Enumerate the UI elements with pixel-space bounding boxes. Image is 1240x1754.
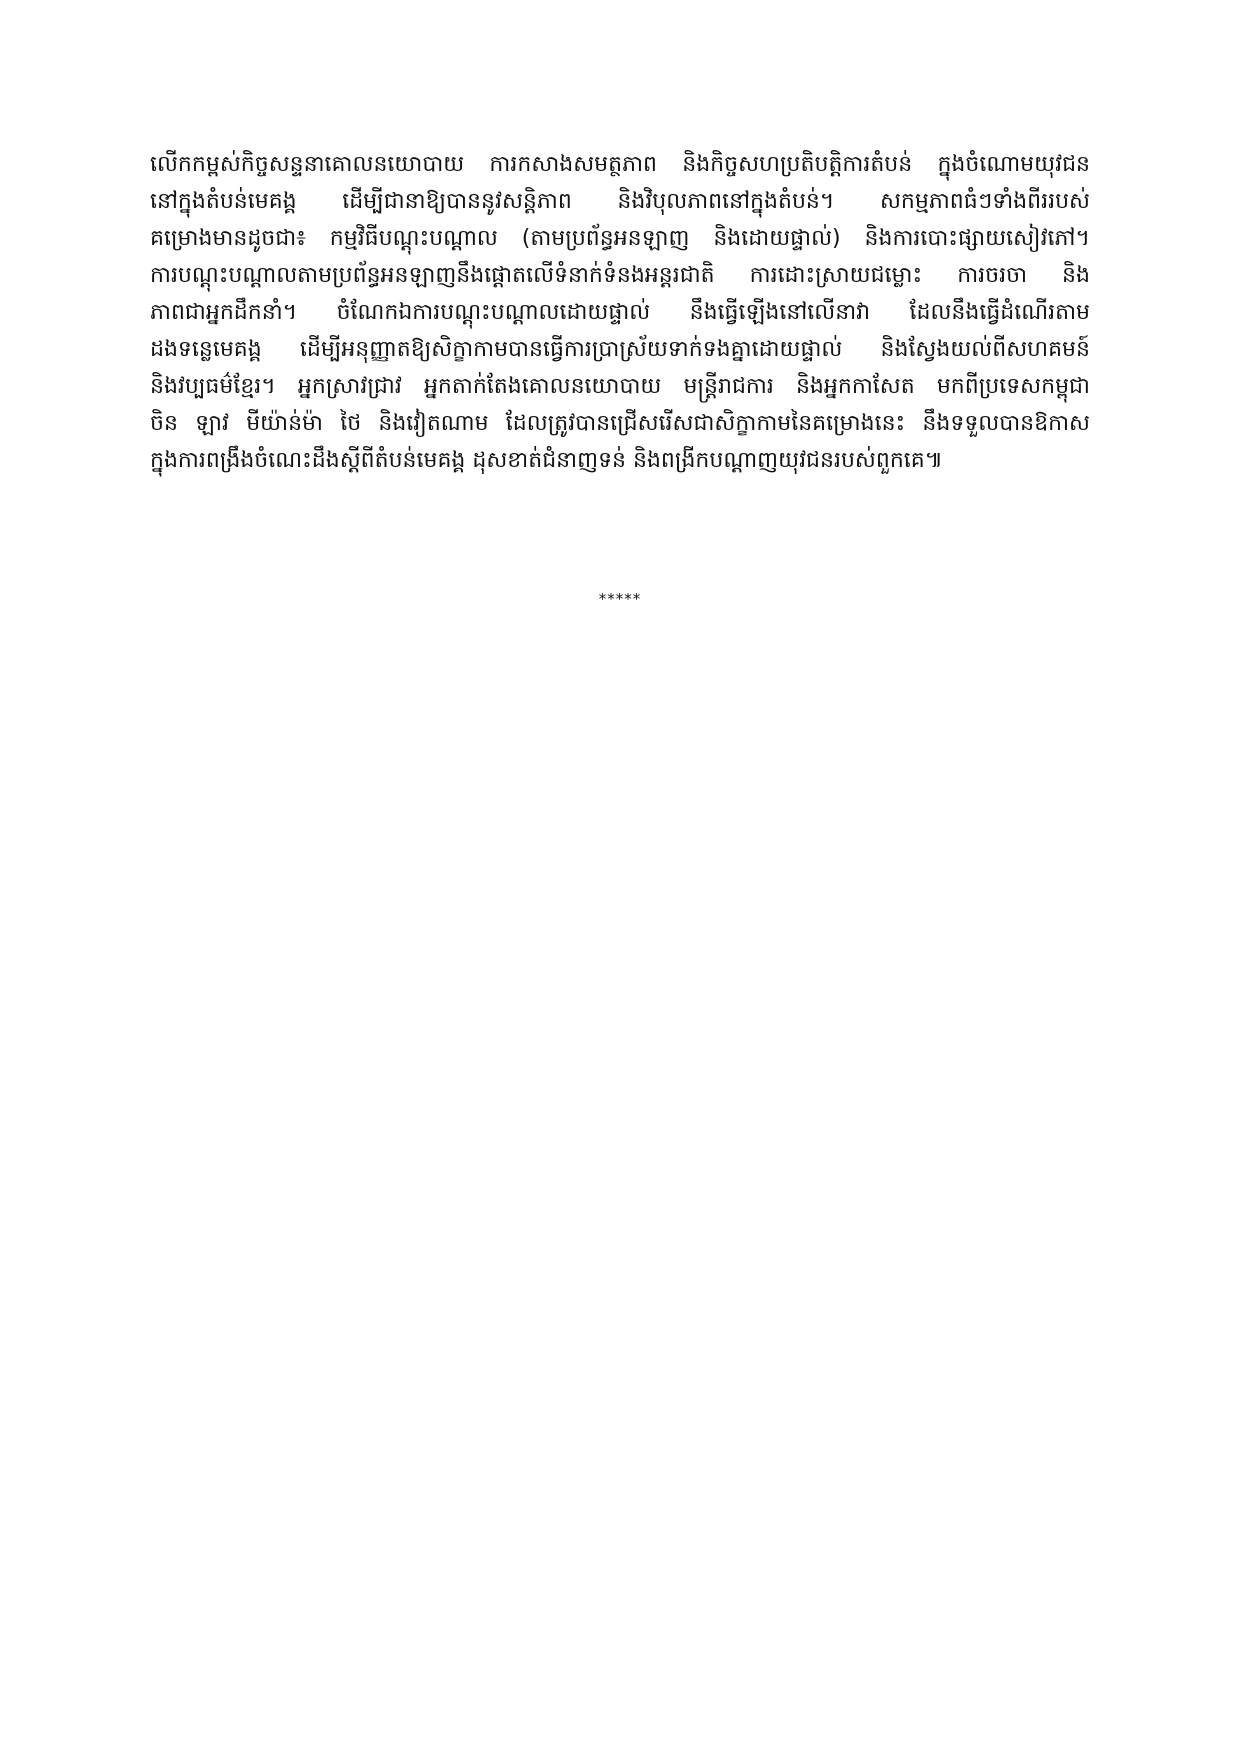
paragraph-line: ការបណ្តុះបណ្តាលតាមប្រព័ន្ធអនឡាញនឹងផ្តោតលើទំនាក់ទំនងអន្តរជាតិ ការដោះស្រាយជម្លោះ ការចរចា និង <box>150 263 1090 288</box>
section-separator: ***** <box>598 590 642 608</box>
paragraph-line: ក្នុងការពង្រឹងចំណេះដឹងស្តីពីតំបន់មេគង្គ ដុសខាត់ជំនាញទន់ និងពង្រីកបណ្តាញយុវជនរបស់ពួកគេ៕ <box>150 448 944 473</box>
paragraph-line: ដងទន្លេមេគង្គ ដើម្បីអនុញ្ញាតឱ្យសិក្ខាកាមបានធ្វើការប្រាស្រ័យទាក់ទងគ្នាដោយផ្ទាល់ និងស្វែងយល់ពីសហគមន៍ <box>150 337 1090 362</box>
paragraph-line: គម្រោងមានដូចជា៖ កម្មវិធីបណ្តុះបណ្តាល (តាមប្រព័ន្ធអនឡាញ និងដោយផ្ទាល់) និងការបោះផ្សាយសៀវភៅ។ <box>150 226 1090 251</box>
paragraph-line: ភាពជាអ្នកដឹកនាំ។ ចំណែកឯការបណ្តុះបណ្តាលដោយផ្ទាល់ នឹងធ្វើឡើងនៅលើនាវា ដែលនឹងធ្វើដំណើរតាម <box>150 300 1090 325</box>
paragraph-line: នៅក្នុងតំបន់មេគង្គ ដើម្បីជានាឱ្យបាននូវសន្តិភាព និងវិបុលភាពនៅក្នុងតំបន់។ សកម្មភាពធំៗទាំងពីររបស់ <box>150 189 1090 214</box>
paragraph-line: និងវប្បធម៌ខ្មែរ។ អ្នកស្រាវជ្រាវ អ្នកតាក់តែងគោលនយោបាយ មន្ត្រីរាជការ និងអ្នកកាសែត មកពីប្រទេសកម្ពុជា <box>150 374 1090 399</box>
paragraph-line: លើកកម្ពស់កិច្ចសន្ទនាគោលនយោបាយ ការកសាងសមត្ថភាព និងកិច្ចសហប្រតិបត្តិការតំបន់ ក្នុងចំណោមយុវជន <box>150 152 1090 177</box>
paragraph-line: ចិន ឡាវ មីយ៉ាន់ម៉ា ថៃ និងវៀតណាម ដែលត្រូវបានជ្រើសរើសជាសិក្ខាកាមនៃគម្រោងនេះ នឹងទទួលបានឱកាស <box>150 411 1090 436</box>
body-paragraph <box>150 146 1090 479</box>
